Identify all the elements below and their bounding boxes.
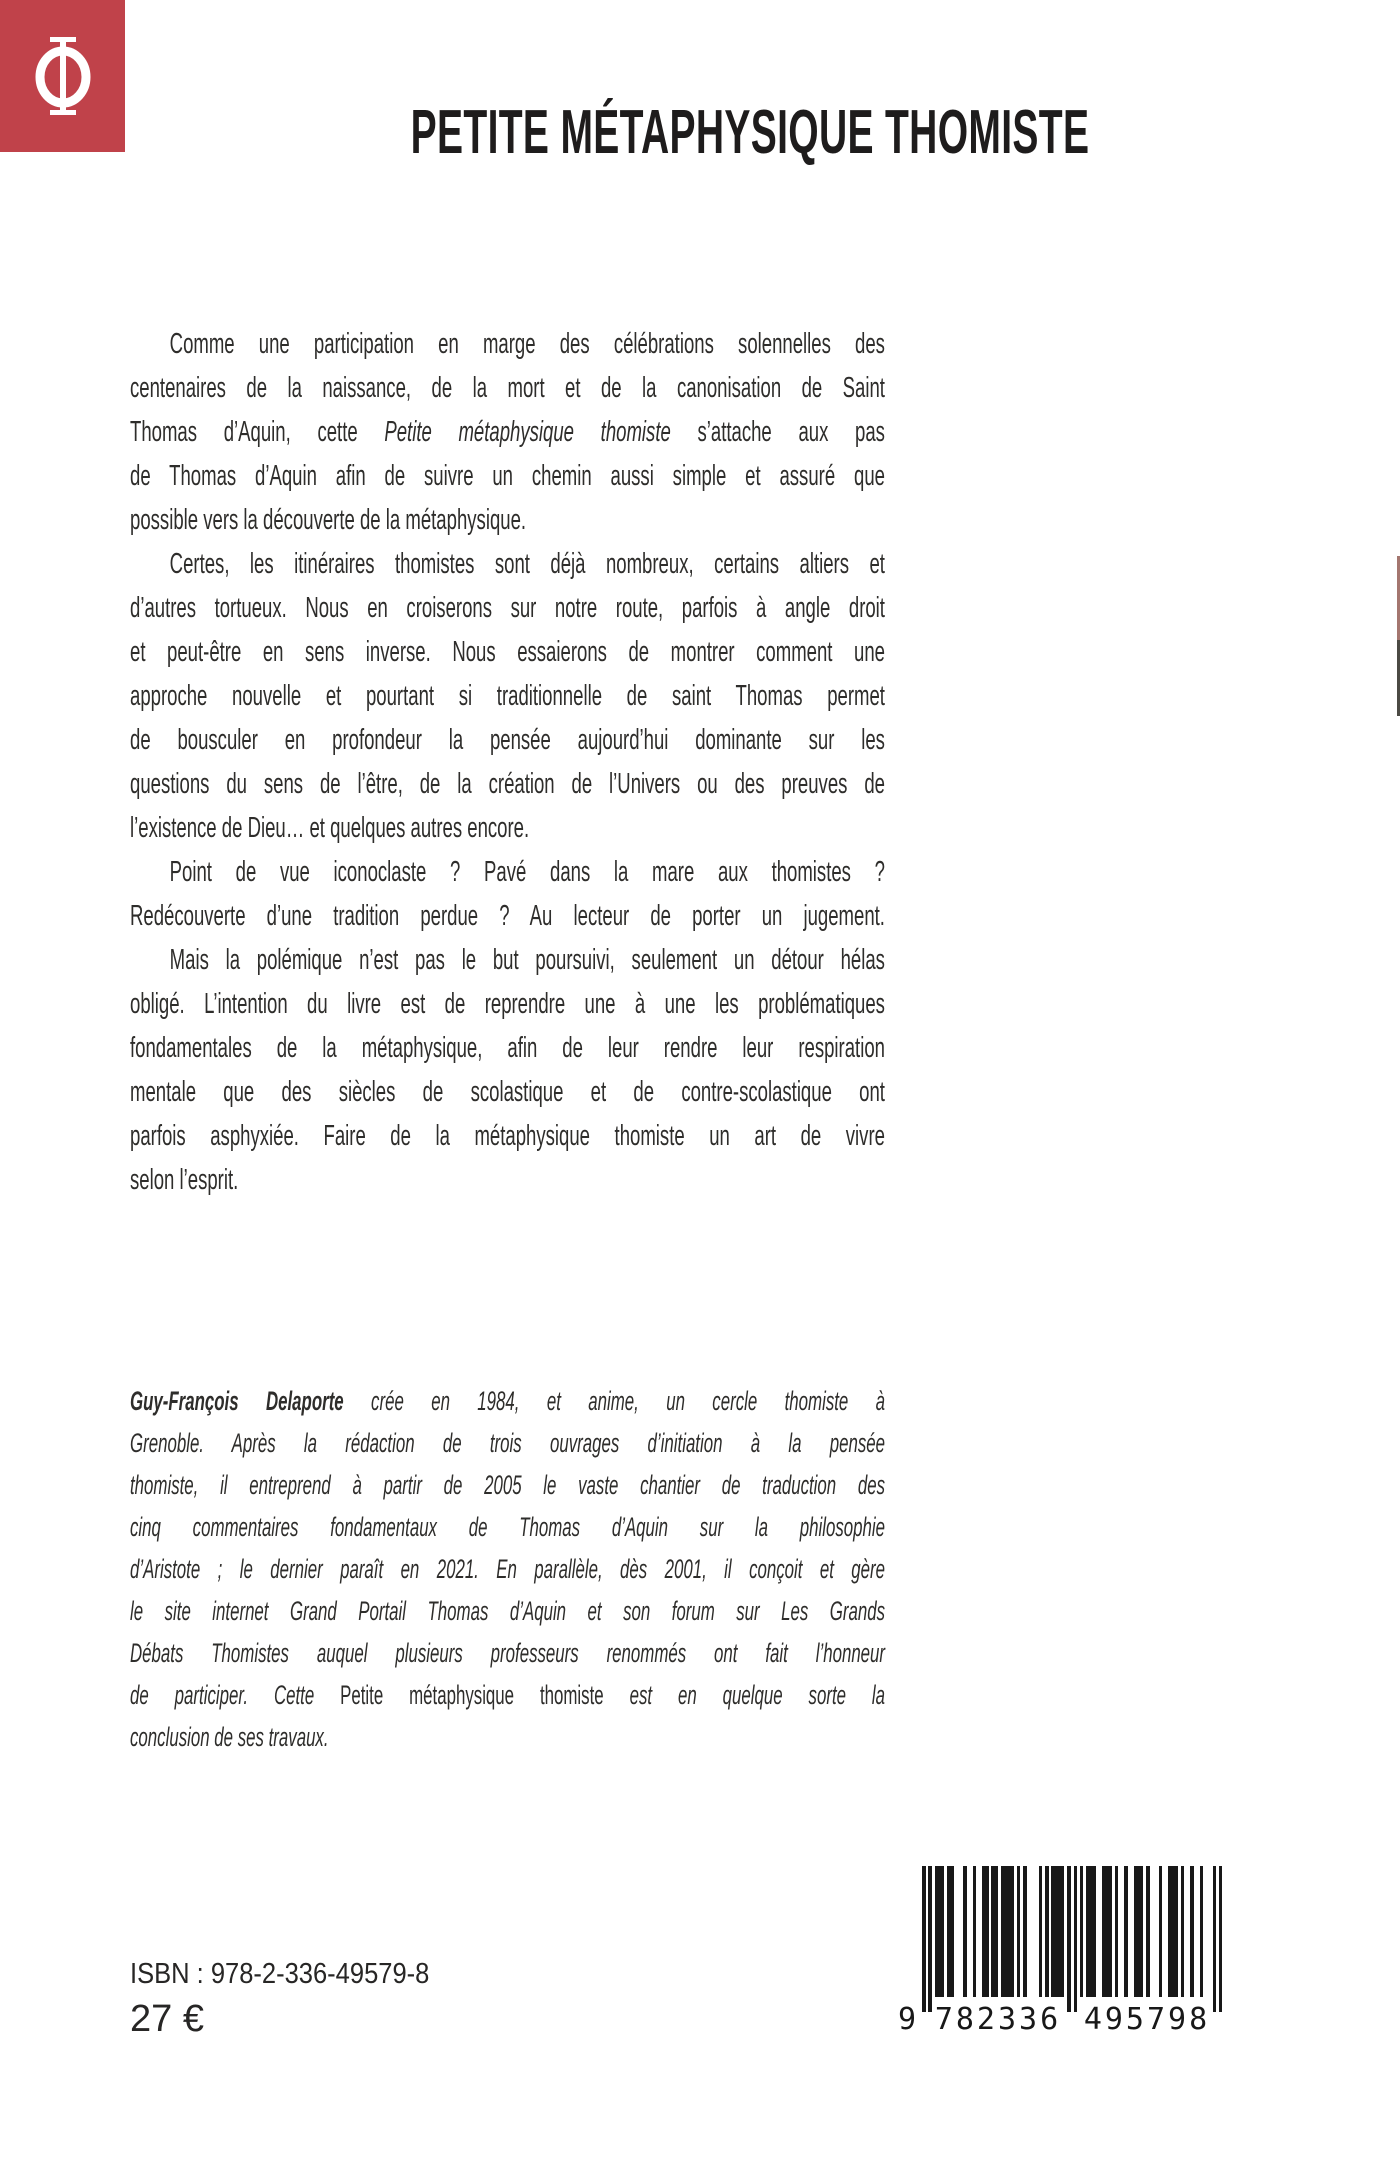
text-line: cinq commentaires fondamentaux de Thomas d’Aquin sur la philosophie: [130, 1512, 886, 1542]
barcode-bar: [1039, 1866, 1043, 1997]
text-line: Thomas d’Aquin, cette Petite métaphysique thomiste s’attache aux pas: [130, 416, 885, 448]
price-label: 27 €: [130, 1998, 204, 2040]
barcode-bar: [1159, 1866, 1163, 1997]
text-line: conclusion de ses travaux.: [130, 1722, 329, 1752]
barcode-bar: [1023, 1866, 1027, 1997]
barcode-bar: [1045, 1866, 1049, 1997]
barcode-bar: [1093, 1866, 1097, 1997]
text-line: d’autres tortueux. Nous en croiserons sur notre route, parfois à angle droit: [130, 592, 885, 624]
text-line: Redécouverte d’une tradition perdue ? Au lecteur de porter un jugement.: [130, 900, 885, 932]
barcode-bar: [1146, 1866, 1150, 1997]
synopsis-text: [130, 322, 885, 1202]
text-line: fondamentales de la métaphysique, afin de leur rendre leur respiration: [130, 1032, 885, 1064]
text-line: de bousculer en profondeur la pensée aujourd’hui dominante sur les: [130, 724, 885, 756]
text-line: Guy-François Delaporte crée en 1984, et anime, un cercle thomiste à: [130, 1386, 886, 1416]
text-line: et peut-être en sens inverse. Nous essaierons de montrer comment une: [130, 636, 885, 668]
barcode-bar: [1219, 1866, 1223, 2012]
text-line: de Thomas d’Aquin afin de suivre un chemin aussi simple et assuré que: [130, 460, 885, 492]
text-line: Certes, les itinéraires thomistes sont déjà nombreux, certains altiers et: [169, 548, 885, 580]
barcode-bar: [1124, 1866, 1128, 1997]
barcode-bar: [1115, 1866, 1119, 1997]
barcode-bar: [1010, 1866, 1014, 1997]
text-line: le site internet Grand Portail Thomas d’Aquin et son forum sur Les Grands: [130, 1596, 886, 1626]
barcode-bar: [1080, 1866, 1084, 1997]
text-line: mentale que des siècles de scolastique et de contre-scolastique ont: [130, 1076, 885, 1108]
text-line: questions du sens de l’être, de la création de l’Univers ou des preuves de: [130, 768, 885, 800]
barcode-bar: [995, 1866, 999, 1997]
text-line: Comme une participation en marge des célébrations solennelles des: [169, 328, 885, 360]
text-line: de participer. Cette Petite métaphysique thomiste est en quelque sorte la: [130, 1680, 886, 1710]
barcode-bar: [985, 1866, 989, 1997]
barcode-bar: [1181, 1866, 1185, 1997]
author-bio: [130, 1380, 885, 1770]
text-line: d’Aristote ; le dernier paraît en 2021. En parallèle, dès 2001, il conçoit et gère: [130, 1554, 886, 1584]
text-line: Débats Thomistes auquel plusieurs professeurs renommés ont fait l’honneur: [130, 1638, 886, 1668]
title-band: [0, 100, 1400, 172]
barcode: [860, 1866, 1240, 2041]
barcode-bar: [1213, 1866, 1217, 2012]
barcode-digit-group2: 495798: [1083, 2002, 1211, 2037]
barcode-bar: [1175, 1866, 1179, 1997]
text-line: approche nouvelle et pourtant si traditionnelle de saint Thomas permet: [130, 680, 885, 712]
text-line: Point de vue iconoclaste ? Pavé dans la mare aux thomistes ?: [169, 856, 885, 888]
synopsis: [130, 322, 885, 1252]
barcode-digit-left: 9: [897, 2002, 916, 2037]
text-line: thomiste, il entreprend à partir de 2005 le vaste chantier de traduction des: [130, 1470, 886, 1500]
text-line: obligé. L’intention du livre est de reprendre une à une les problématiques: [130, 988, 885, 1020]
text-line: possible vers la découverte de la métaphysique.: [130, 504, 527, 536]
text-line: Grenoble. Après la rédaction de trois ouvrages d’initiation à la pensée: [130, 1428, 886, 1458]
barcode-bar: [1067, 1866, 1071, 2012]
barcode-bar: [922, 1866, 926, 2012]
barcode-bar: [928, 1866, 932, 2012]
text-line: parfois asphyxiée. Faire de la métaphysique thomiste un art de vivre: [130, 1120, 885, 1152]
barcode-bars: [922, 1866, 1222, 2012]
barcode-bar: [950, 1866, 954, 1997]
barcode-bar: [1017, 1866, 1021, 1997]
text-line: l’existence de Dieu… et quelques autres encore.: [130, 812, 530, 844]
barcode-digit-group1: 782336: [934, 2002, 1062, 2037]
barcode-bar: [1190, 1866, 1194, 1997]
barcode-bar: [1108, 1866, 1112, 1997]
barcode-bar: [941, 1866, 945, 1997]
book-title: PETITE MÉTAPHYSIQUE THOMISTE: [410, 98, 1090, 167]
barcode-bar: [973, 1866, 977, 1997]
text-line: selon l’esprit.: [130, 1164, 239, 1196]
barcode-bar: [1074, 1866, 1078, 2012]
barcode-bar: [1061, 1866, 1065, 1997]
author-bio-text: [130, 1380, 885, 1758]
barcode-bar: [1200, 1866, 1204, 1997]
barcode-bar: [1140, 1866, 1144, 1997]
text-line: centenaires de la naissance, de la mort et de la canonisation de Saint: [130, 372, 885, 404]
isbn-value: ISBN : 978-2-336-49579-8: [130, 1958, 430, 1990]
text-line: Mais la polémique n’est pas le but poursuivi, seulement un détour hélas: [169, 944, 885, 976]
barcode-bar: [963, 1866, 967, 1997]
isbn-label: [130, 1956, 470, 1992]
